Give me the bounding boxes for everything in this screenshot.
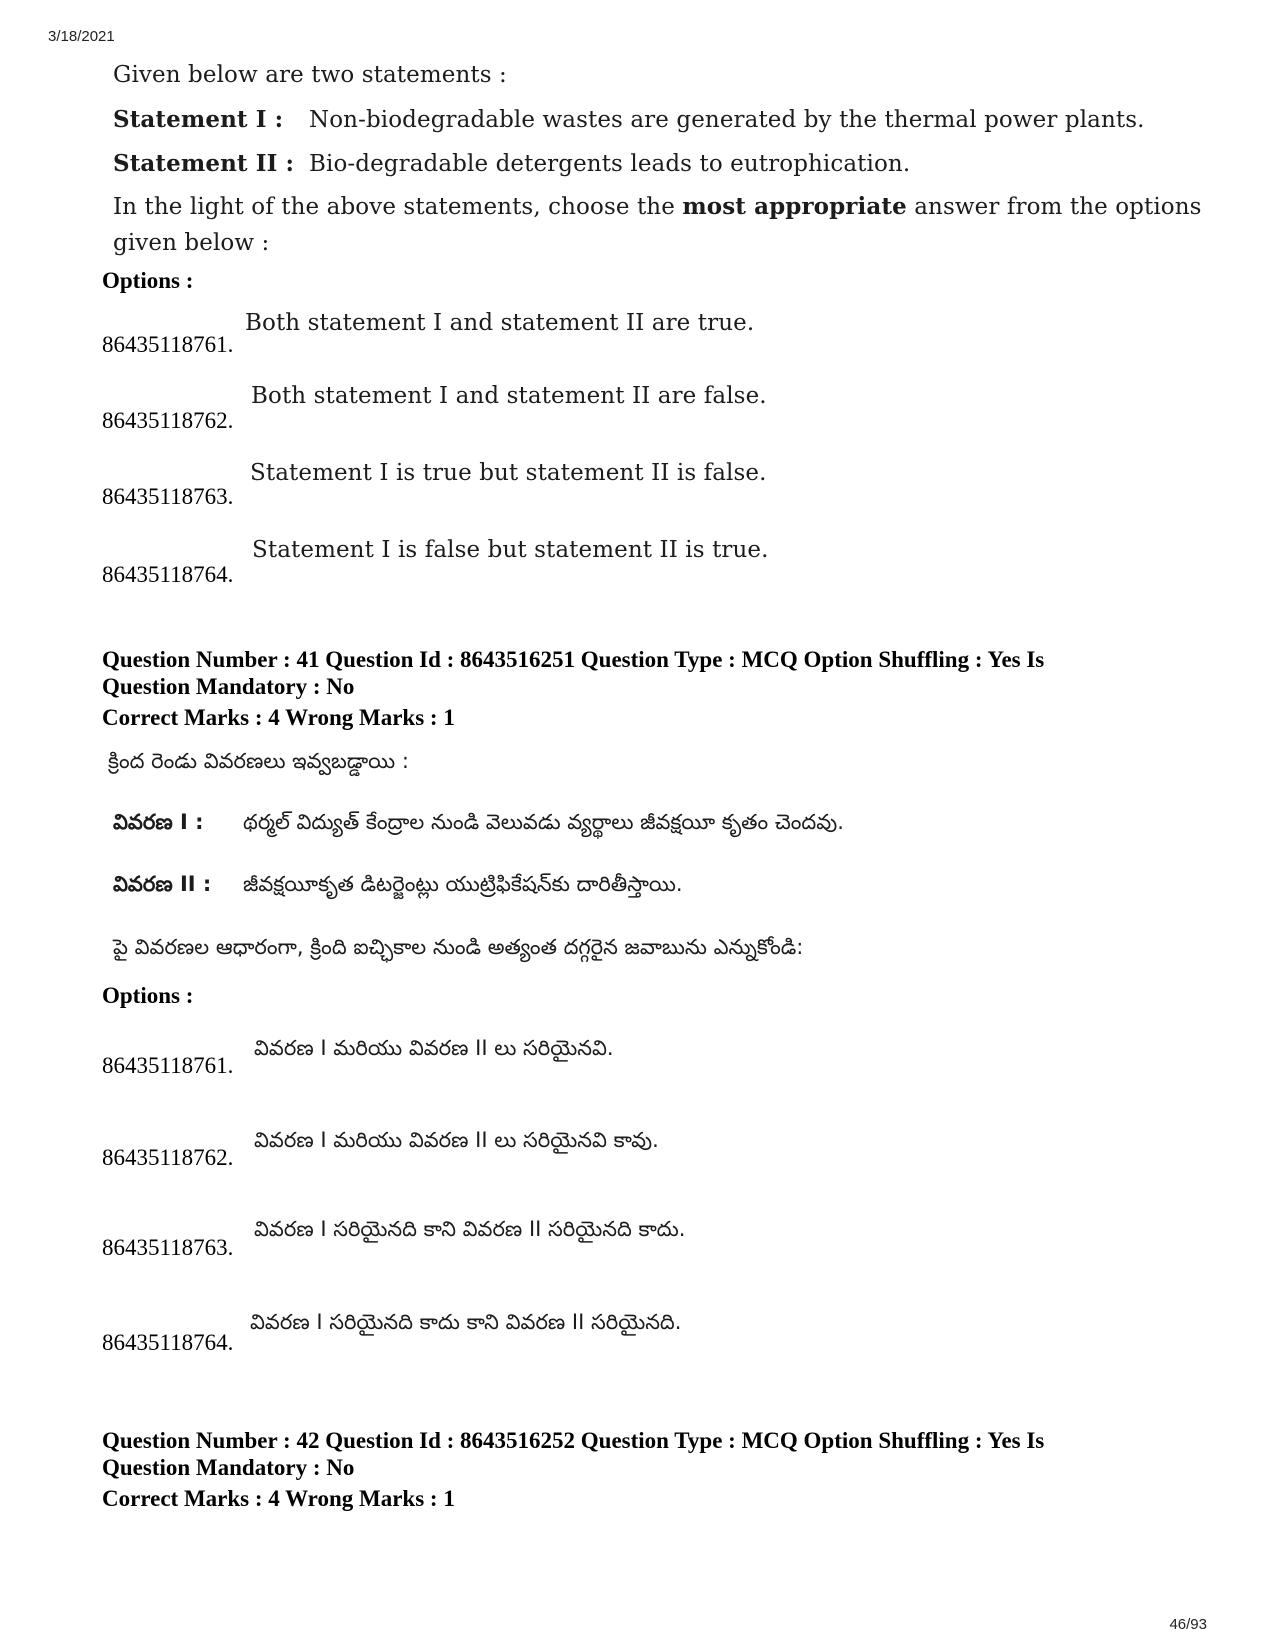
q41-statement-2-text: జీవక్షయీకృత డిటర్జెంట్లు యుట్రిఫికేషన్‌కు దారితీస్తాయి.	[243, 872, 683, 896]
option-text: వివరణ I సరియైనది కాని వివరణ II సరియైనది కాదు.	[254, 1217, 686, 1241]
option-id: 86435118764.	[102, 1330, 234, 1355]
q41-meta-line1: Question Number : 41 Question Id : 8643516251 Question Type : MCQ Option Shuffling : Yes Is	[102, 647, 1045, 672]
option-text: Statement I is false but statement II is true.	[252, 537, 769, 563]
q40-instruction-bold: most appropriate	[682, 193, 907, 220]
q40-statement-1-label: Statement I :	[113, 106, 284, 133]
q42-meta-line1: Question Number : 42 Question Id : 8643516252 Question Type : MCQ Option Shuffling : Yes Is	[102, 1428, 1045, 1453]
option-id: 86435118762.	[102, 1145, 234, 1170]
q41-marks: Correct Marks : 4 Wrong Marks : 1	[102, 705, 455, 730]
q41-statement-1	[113, 810, 844, 840]
q41-statement-2	[113, 872, 683, 902]
q40-statement-1	[113, 106, 1145, 133]
option-id: 86435118764.	[102, 562, 234, 587]
print-date: 3/18/2021	[48, 28, 115, 45]
option-text: Both statement I and statement II are true.	[245, 310, 755, 336]
q41-statement-1-text: థర్మల్ విద్యుత్ కేంద్రాల నుండి వెలువడు వ్యర్థాలు జీవక్షయీ కృతం చెందవు.	[243, 810, 844, 834]
q40-instruction-pre: In the light of the above statements, choose the	[113, 194, 683, 220]
q40-statement-2	[113, 150, 910, 177]
q41-statement-1-label: వివరణ I :	[113, 810, 204, 834]
q40-intro: Given below are two statements :	[113, 62, 507, 88]
option-text: Statement I is true but statement II is false.	[250, 460, 767, 486]
option-id: 86435118761.	[102, 1053, 234, 1078]
q41-options-label: Options :	[102, 983, 194, 1008]
option-id: 86435118763.	[102, 1235, 234, 1260]
q42-marks: Correct Marks : 4 Wrong Marks : 1	[102, 1486, 455, 1511]
q40-instruction-post: answer from the options	[906, 194, 1202, 220]
q40-instruction	[113, 193, 1202, 220]
page-number: 46/93	[1169, 1616, 1207, 1633]
option-text: వివరణ I మరియు వివరణ II లు సరియైనవి కావు.	[254, 1128, 659, 1152]
q40-statement-2-label: Statement II :	[113, 150, 295, 177]
option-text: Both statement I and statement II are false.	[251, 383, 767, 409]
option-id: 86435118762.	[102, 408, 234, 433]
q42-meta-line2: Question Mandatory : No	[102, 1455, 355, 1480]
q40-options-label: Options :	[102, 268, 194, 293]
option-text: వివరణ I మరియు వివరణ II లు సరియైనవి.	[254, 1036, 614, 1060]
option-id: 86435118763.	[102, 484, 234, 509]
q41-instruction: పై వివరణల ఆధారంగా, క్రింది ఐచ్ఛికాల నుండి అత్యంత దగ్గరైన జవాబును ఎన్నుకోండి:	[113, 935, 804, 959]
option-text: వివరణ I సరియైనది కాదు కాని వివరణ II సరియైనది.	[250, 1310, 682, 1334]
q40-statement-1-text: Non-biodegradable wastes are generated by the thermal power plants.	[309, 107, 1145, 133]
q41-intro: క్రింద రెండు వివరణలు ఇవ్వబడ్డాయి :	[108, 749, 409, 773]
q40-instruction-line2: given below :	[113, 230, 270, 256]
option-id: 86435118761.	[102, 332, 234, 357]
q40-statement-2-text: Bio-degradable detergents leads to eutrophication.	[309, 151, 911, 177]
q41-meta-line2: Question Mandatory : No	[102, 674, 355, 699]
q41-statement-2-label: వివరణ II :	[113, 872, 212, 896]
